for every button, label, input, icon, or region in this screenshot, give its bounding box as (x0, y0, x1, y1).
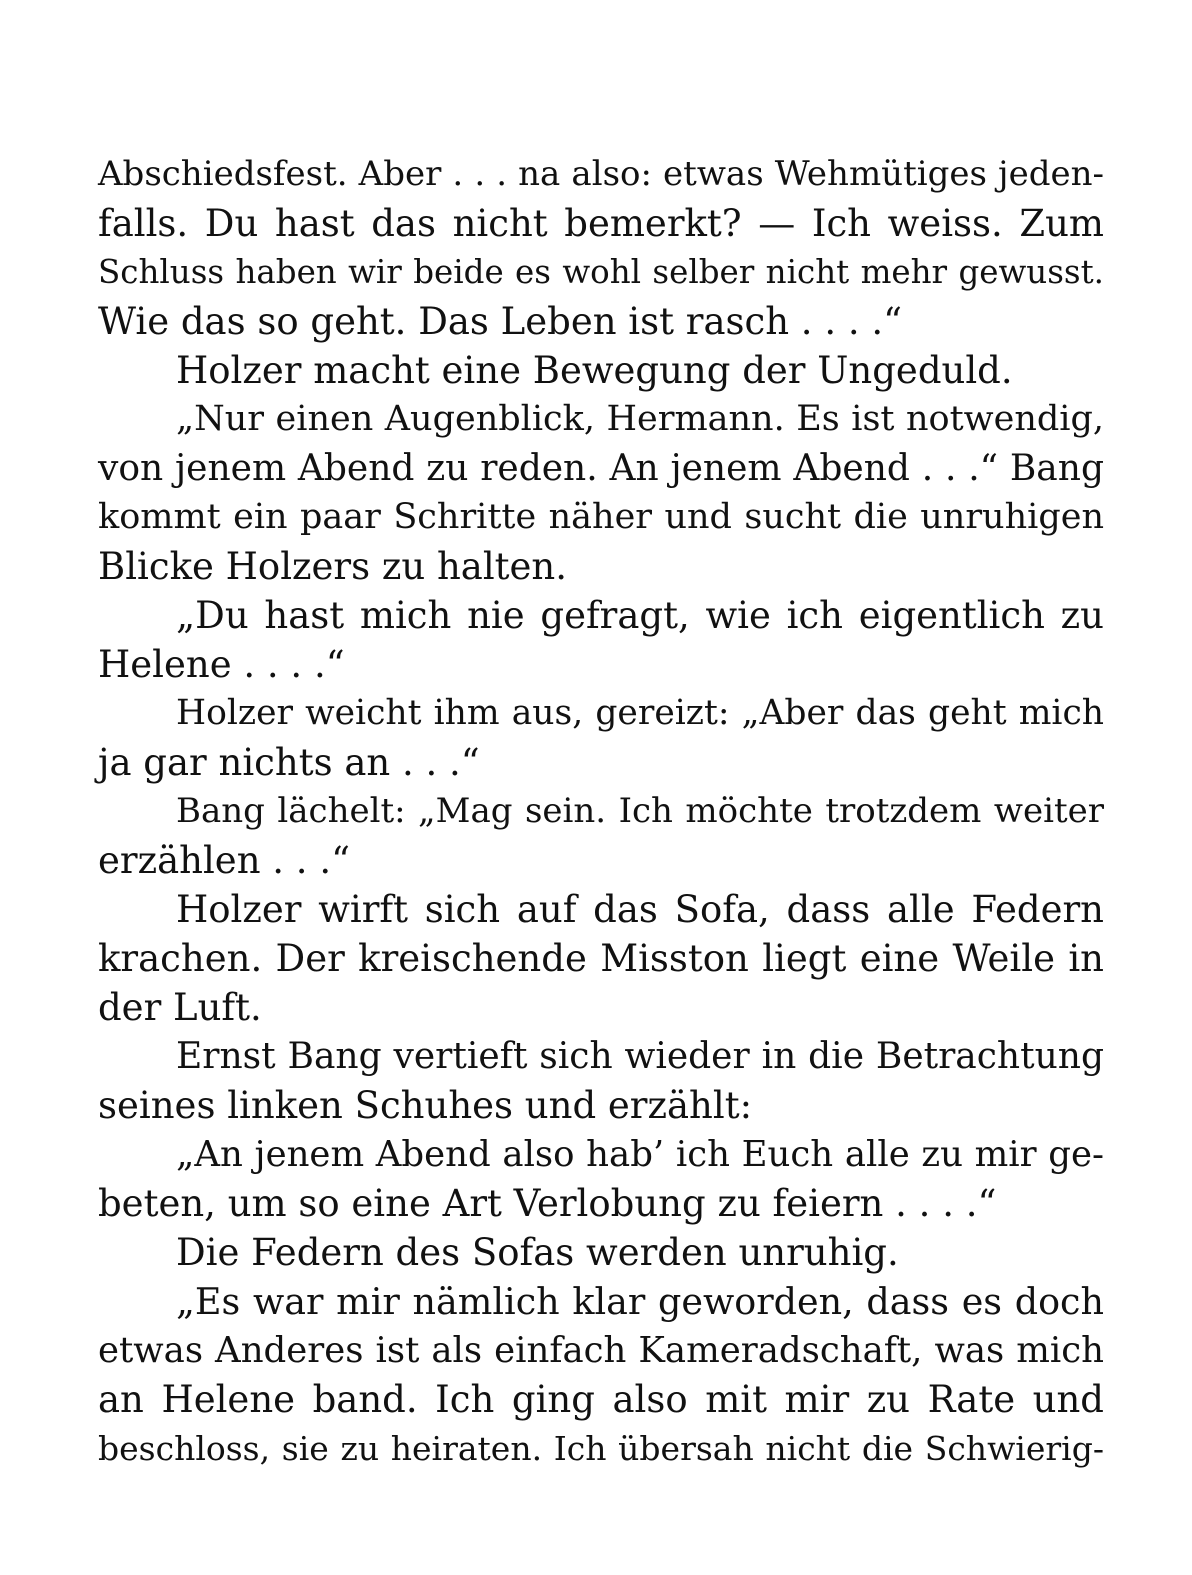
text-line: Holzer wirft sich auf das Sofa, dass alle Federn (176, 888, 1104, 931)
text-line: Helene . . . .“ (98, 643, 345, 686)
text-line: von jenem Abend zu reden. An jenem Abend . . .“ Bang (98, 448, 1104, 489)
text-line: beschloss, sie zu heiraten. Ich übersah nicht die Schwierig- (98, 1429, 1104, 1468)
text-line: seines linken Schuhes und erzählt: (98, 1084, 753, 1127)
text-line: etwas Anderes ist als einfach Kameradschaft, was mich (98, 1330, 1104, 1371)
text-line: ja gar nichts an . . .“ (98, 741, 480, 784)
text-line: „Du hast mich nie gefragt, wie ich eigentlich zu (176, 594, 1104, 637)
text-line: „Nur einen Augenblick, Hermann. Es ist notwendig, (176, 399, 1104, 439)
text-line: Blicke Holzers zu halten. (98, 545, 568, 588)
text-line: Bang lächelt: „Mag sein. Ich möchte trotzdem weiter (176, 791, 1104, 831)
text-line: „An jenem Abend also hab’ ich Euch alle zu mir ge- (176, 1134, 1104, 1175)
text-line: kommt ein paar Schritte näher und sucht die unruhigen (98, 497, 1104, 537)
text-line: der Luft. (98, 986, 262, 1029)
text-line: „Es war mir nämlich klar geworden, dass es doch (176, 1280, 1104, 1323)
text-line: Holzer weicht ihm aus, gereizt: „Aber das geht mich (176, 693, 1104, 733)
text-line: Schluss haben wir beide es wohl selber nicht mehr gewusst. (98, 253, 1104, 291)
text-line: beten, um so eine Art Verlobung zu feiern . . . .“ (98, 1182, 997, 1225)
text-line: krachen. Der kreischende Misston liegt eine Weile in (98, 937, 1104, 980)
text-line: an Helene band. Ich ging also mit mir zu Rate und (98, 1378, 1104, 1421)
page-body-text (98, 150, 1104, 1473)
text-line: Ernst Bang vertieft sich wieder in die Betrachtung (176, 1036, 1104, 1077)
text-line: Die Federn des Sofas werden unruhig. (176, 1231, 899, 1274)
text-line: Abschiedsfest. Aber . . . na also: etwas Wehmütiges jeden- (98, 154, 1104, 194)
text-line: Wie das so geht. Das Leben ist rasch . . . .“ (98, 300, 903, 343)
text-line: Holzer macht eine Bewegung der Ungeduld. (176, 349, 1013, 392)
text-line: erzählen . . .“ (98, 839, 351, 882)
text-line: falls. Du hast das nicht bemerkt? — Ich weiss. Zum (98, 202, 1104, 245)
